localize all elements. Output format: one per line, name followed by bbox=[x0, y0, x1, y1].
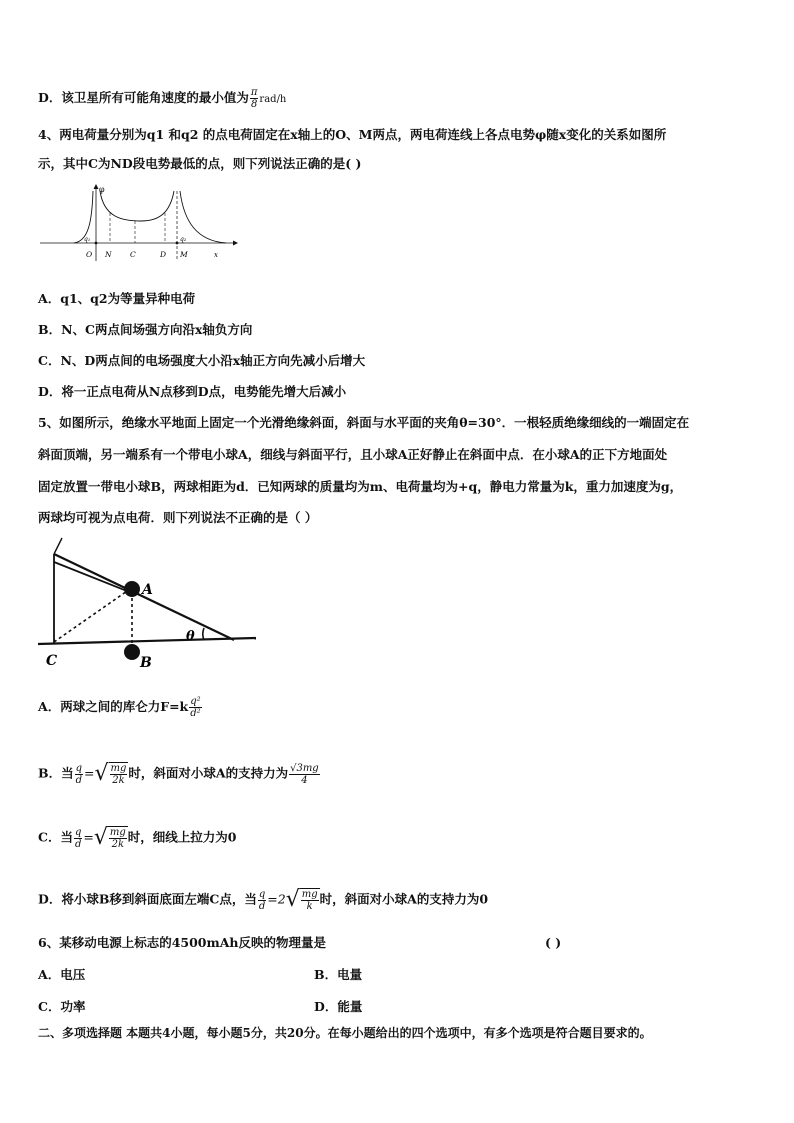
q5-option-b bbox=[38, 762, 321, 786]
y-axis-label: φ bbox=[99, 185, 105, 194]
q5-option-d-suffix: 时，斜面对小球A的支持力为0 bbox=[319, 891, 489, 907]
q4-option-d: D．将一正点电荷从N点移到D点，电势能先增大后减小 bbox=[38, 384, 347, 399]
q4-stem-line-2: 示，其中C为ND段电势最低的点，则下列说法正确的是( ) bbox=[38, 156, 362, 171]
q5-stem-line-3: 固定放置一带电小球B，两球相距为d．已知两球的质量均为m、电荷量均为+q，静电力常量为k，重力加速度为g， bbox=[38, 479, 683, 494]
label-m: M bbox=[180, 250, 188, 259]
q5-option-c bbox=[38, 826, 236, 850]
label-b: B bbox=[140, 655, 152, 671]
charge-q1 bbox=[95, 242, 98, 245]
q5-option-d bbox=[38, 888, 488, 912]
support-force-fraction: $\frac{√3mg}{4}$ bbox=[290, 762, 319, 786]
ground bbox=[38, 638, 256, 644]
q5-stem-line-4: 两球均可视为点电荷．则下列说法不正确的是（ ） bbox=[38, 510, 318, 525]
unit: rad/h bbox=[259, 94, 287, 105]
x-axis-label: x bbox=[214, 251, 218, 259]
q3-option-d bbox=[38, 87, 286, 110]
q4-stem-line-1: 4、两电荷量分别为q1 和q2 的点电荷固定在x轴上的O、M两点，两电荷连线上各点电势φ随x变化的关系如图所 bbox=[38, 127, 667, 142]
q5-option-a-text: A．两球之间的库仑力F=k bbox=[38, 699, 189, 714]
q5-stem-line-1: 5、如图所示，绝缘水平地面上固定一个光滑绝缘斜面，斜面与水平面的夹角θ=30°．一根轻质绝缘细线的一端固定在 bbox=[38, 415, 690, 430]
thread bbox=[54, 562, 132, 593]
sqrt-expression: √ $\frac{mg}{2k}$ bbox=[93, 825, 126, 850]
ball-b bbox=[124, 644, 140, 660]
section-2-heading: 二、多项选择题 本题共4小题，每小题5分，共20分。在每小题给出的四个选项中，有多个选项是符合题目要求的。 bbox=[38, 1026, 652, 1040]
ball-a bbox=[124, 581, 140, 597]
q4-potential-graph bbox=[38, 183, 238, 263]
curve-right bbox=[180, 191, 226, 243]
q5-option-b-middle: 时，斜面对小球A的支持力为 bbox=[128, 765, 289, 781]
q5-stem-line-2: 斜面顶端，另一端系有一个带电小球A，细线与斜面平行，且小球A正好静止在斜面中点．在小球A的正下方地面处 bbox=[38, 447, 668, 462]
coefficient: 2 bbox=[277, 891, 286, 907]
coulomb-fraction: $\frac{\text{q²}}{\text{d²}}$ bbox=[190, 696, 201, 719]
angle-arc bbox=[203, 628, 204, 640]
y-axis-arrow bbox=[94, 184, 99, 189]
label-theta: θ bbox=[186, 629, 195, 644]
q2-label: q₂ bbox=[180, 236, 187, 243]
q5-option-c-suffix: 时，细线上拉力为0 bbox=[127, 829, 237, 845]
label-o: O bbox=[86, 250, 93, 259]
q5-option-d-prefix: D．将小球B移到斜面底面左端C点，当 bbox=[38, 891, 257, 907]
label-c: C bbox=[46, 653, 58, 669]
x-axis-arrow bbox=[233, 241, 238, 246]
sqrt-expression: √ $\frac{mg}{2k}$ bbox=[94, 761, 127, 786]
sqrt-expression: √ $\frac{mg}{k}$ bbox=[285, 887, 318, 912]
q6-option-c: C．功率 bbox=[38, 999, 86, 1014]
equals: = bbox=[267, 891, 278, 907]
q6-stem: 6、某移动电源上标志的4500mAh反映的物理量是 bbox=[38, 935, 327, 950]
q6-option-b: B．电量 bbox=[314, 967, 363, 982]
q4-option-a: A．q1、q2为等量异种电荷 bbox=[38, 291, 196, 306]
dash-c-to-a bbox=[54, 589, 130, 642]
curve-middle bbox=[100, 191, 174, 221]
q6-paren: ( ) bbox=[545, 935, 562, 950]
q5-option-a bbox=[38, 696, 203, 719]
fraction: $\frac{\pi}{8}$ bbox=[250, 87, 258, 110]
q3-option-d-text: D．该卫星所有可能角速度的最小值为 bbox=[38, 90, 249, 105]
q6-option-a: A．电压 bbox=[38, 967, 86, 982]
q4-option-b: B．N、C两点间场强方向沿x轴负方向 bbox=[38, 322, 253, 337]
label-d: D bbox=[160, 250, 167, 259]
q6-option-d: D．能量 bbox=[314, 999, 363, 1014]
q-over-d: $\frac{q}{d}$ bbox=[75, 762, 82, 786]
q1-label: q₁ bbox=[84, 236, 91, 243]
q-over-d: $\frac{q}{d}$ bbox=[74, 826, 82, 850]
equals: = bbox=[83, 829, 94, 845]
q5-option-b-prefix: B．当 bbox=[38, 765, 74, 781]
q5-option-c-prefix: C．当 bbox=[38, 829, 73, 845]
label-n: N bbox=[105, 250, 112, 259]
top-edge bbox=[54, 538, 62, 554]
label-c: C bbox=[130, 250, 136, 259]
charge-q2 bbox=[176, 242, 179, 245]
equals: = bbox=[83, 765, 95, 781]
label-a: A bbox=[142, 582, 153, 598]
q-over-d: $\frac{q}{d}$ bbox=[258, 888, 266, 912]
q5-incline-figure bbox=[38, 532, 260, 672]
q4-option-c: C．N、D两点间的电场强度大小沿x轴正方向先减小后增大 bbox=[38, 353, 366, 368]
